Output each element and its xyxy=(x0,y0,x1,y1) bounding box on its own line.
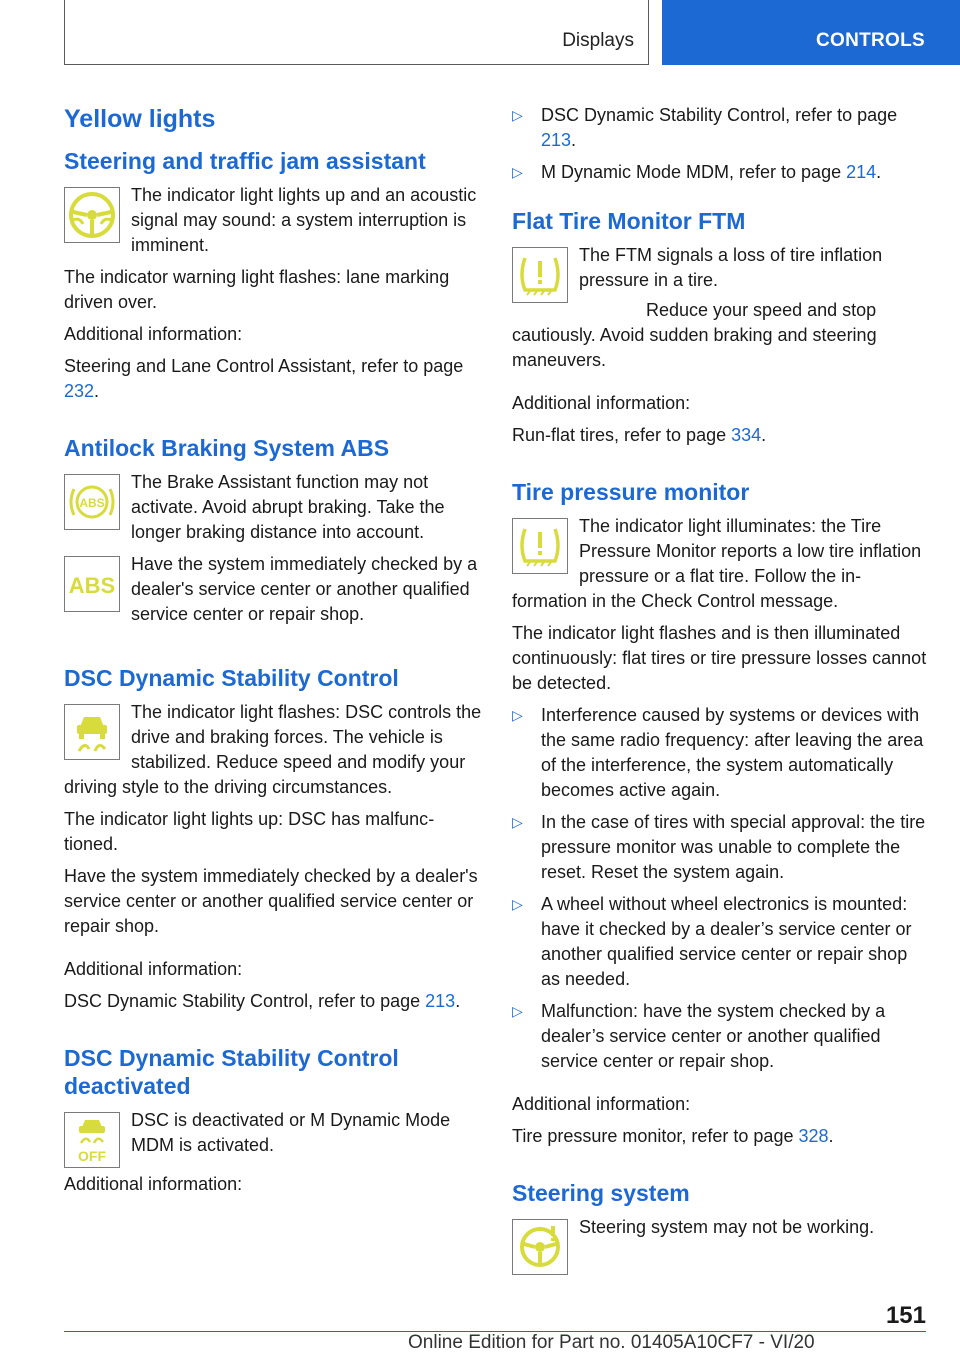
period: . xyxy=(571,130,577,150)
abs-p1: The Brake Assistant function may not activate. Avoid abrupt braking. Take the longer braking distance into account. xyxy=(131,472,445,542)
tpm-ref-text: Tire pressure monitor, refer to page xyxy=(512,1126,799,1146)
tpm-p1: The indicator light illuminates: the Tire Pressure Monitor reports a low tire inflation pressure or a flat tire. Follow the information in the Check Control message. xyxy=(512,516,922,611)
steering-assistant-indicator-block xyxy=(64,183,482,258)
dsc-skidding-car-icon xyxy=(64,704,120,760)
tire-pressure-warning-icon xyxy=(512,247,568,303)
period: . xyxy=(761,425,767,445)
abs-p2: Have the system immediately checked by a dealer's service center or another qualified service center or repair shop. xyxy=(131,554,478,624)
dsc-p2: The indicator light lights up: DSC has malfunctioned. xyxy=(64,809,435,854)
section-heading-dsc-off: DSC Dynamic Stability Control deactivated xyxy=(64,1045,399,1099)
dsc-indicator-block xyxy=(64,700,482,800)
period: . xyxy=(876,162,882,182)
section-heading-abs: Antilock Braking System ABS xyxy=(64,435,390,461)
ftm-p2: Reduce your speed and stop cautiously. Avoid sudden braking and steering maneuvers. xyxy=(512,300,877,370)
tpm-p3: Additional information: xyxy=(512,1094,691,1114)
ftm-p1: The FTM signals a loss of tire inflation pressure in a tire. xyxy=(579,245,883,290)
header-chapter-label: CONTROLS xyxy=(816,30,926,51)
ftm-indicator-block xyxy=(512,243,930,298)
abs-indicator-block-1 xyxy=(64,470,482,545)
list-item-text: Interference caused by systems or devices with the same radio frequency: after leaving the area of the interference, the system automatically becomes active again. xyxy=(541,705,924,800)
list-item-text: Malfunction: have the system checked by a dealer’s service center or another qualified service center or repair shop. xyxy=(541,1001,886,1071)
steering-assistant-p1: The indicator light lights up and an acoustic signal may sound: a system interruption is imminent. xyxy=(131,185,477,255)
tpm-conditions-list xyxy=(512,703,930,1074)
section-heading-ftm: Flat Tire Monitor FTM xyxy=(512,208,746,234)
page-link-232[interactable]: 232 xyxy=(64,381,95,401)
steering-assistant-p4 xyxy=(64,354,482,404)
page-link-213[interactable]: 213 xyxy=(541,130,572,150)
list-item xyxy=(512,703,930,803)
dsc-p1: The indicator light flashes: DSC controls the drive and braking forces. The vehicle is stabilized. Reduce speed and modify your driving style to the driving circumstances. xyxy=(64,702,482,797)
steering-assistant-p3: Additional information: xyxy=(64,324,243,344)
page-link-213[interactable]: 213 xyxy=(425,991,456,1011)
header-section-tab xyxy=(64,0,649,65)
footer-edition-note: Online Edition for Part no. 01405A10CF7 - VI/20 xyxy=(408,1332,815,1353)
tpm-p4 xyxy=(512,1124,930,1149)
ftm-ref-text: Run-flat tires, refer to page xyxy=(512,425,732,445)
dsc-off-indicator-block xyxy=(64,1108,482,1163)
list-item-text: M Dynamic Mode MDM, refer to page xyxy=(541,162,847,182)
page-number: 151 xyxy=(885,1302,926,1329)
header-chapter-tab xyxy=(662,0,960,65)
section-heading-tpm: Tire pressure monitor xyxy=(512,479,750,505)
left-column xyxy=(64,103,482,1204)
steering-wheel-hands-icon xyxy=(64,187,120,243)
steering-system-indicator-block xyxy=(512,1215,930,1270)
page-link-334[interactable]: 334 xyxy=(731,425,762,445)
dsc-off-icon xyxy=(64,1112,120,1168)
period: . xyxy=(455,991,461,1011)
bullet-triangle-icon: ▷ xyxy=(512,107,523,123)
section-heading-steering-assistant: Steering and traffic jam assistant xyxy=(64,148,426,174)
list-item xyxy=(512,810,930,885)
list-item xyxy=(512,999,930,1074)
list-item xyxy=(512,892,930,992)
page-link-214[interactable]: 214 xyxy=(846,162,877,182)
dsc-p4: Additional information: xyxy=(64,959,243,979)
bullet-triangle-icon: ▷ xyxy=(512,814,523,830)
steering-system-p1: Steering system may not be working. xyxy=(579,1217,875,1237)
steering-assistant-p2: The indicator warning light flashes: lane marking driven over. xyxy=(64,267,450,312)
bullet-triangle-icon: ▷ xyxy=(512,1003,523,1019)
tire-pressure-warning-icon xyxy=(512,518,568,574)
header-section-label: Displays xyxy=(562,30,634,51)
section-heading-steering-system: Steering system xyxy=(512,1180,690,1206)
dsc-p5 xyxy=(64,989,482,1014)
brake-assistant-abs-icon xyxy=(64,474,120,530)
period: . xyxy=(828,1126,834,1146)
abs-text-icon xyxy=(64,556,120,612)
abs-indicator-block-2 xyxy=(64,552,482,627)
page-title: Yellow lights xyxy=(64,105,216,133)
page-link-328[interactable]: 328 xyxy=(798,1126,829,1146)
bullet-triangle-icon: ▷ xyxy=(512,707,523,723)
right-column xyxy=(512,103,930,1279)
bullet-triangle-icon: ▷ xyxy=(512,164,523,180)
dsc-off-p2: Additional information: xyxy=(64,1174,243,1194)
period: . xyxy=(94,381,100,401)
dsc-reference-list xyxy=(512,103,930,185)
ftm-p3: Additional information: xyxy=(512,393,691,413)
dsc-ref-text: DSC Dynamic Stability Control, refer to page xyxy=(64,991,426,1011)
abs-text-icon-label: ABS xyxy=(68,573,116,598)
abs-icon-label: ABS xyxy=(79,496,105,510)
list-item-text: In the case of tires with special approval: the tire pressure monitor was unable to complete the reset. Reset the system again. xyxy=(541,812,926,882)
dsc-off-p1: DSC is deactivated or M Dynamic Mode MDM is activated. xyxy=(131,1110,451,1155)
dsc-p3: Have the system immediately checked by a dealer's service center or another qualified service center or repair shop. xyxy=(64,866,478,936)
tpm-p2: The indicator light flashes and is then illuminated continuously: flat tires or tire pressure losses cannot be detected. xyxy=(512,623,927,693)
tpm-indicator-block xyxy=(512,514,930,614)
bullet-triangle-icon: ▷ xyxy=(512,896,523,912)
list-item-text: A wheel without wheel electronics is mounted: have it checked by a dealer’s service center or another qualified service center or repair shop as needed. xyxy=(541,894,912,989)
list-item xyxy=(512,160,930,185)
list-item-text: DSC Dynamic Stability Control, refer to page xyxy=(541,105,898,125)
list-item xyxy=(512,103,930,153)
section-heading-dsc: DSC Dynamic Stability Control xyxy=(64,665,399,691)
steering-assistant-ref-text: Steering and Lane Control Assistant, refer to page xyxy=(64,356,464,376)
dsc-off-icon-label: OFF xyxy=(78,1148,106,1164)
steering-system-warning-icon xyxy=(512,1219,568,1275)
ftm-p4 xyxy=(512,423,930,448)
